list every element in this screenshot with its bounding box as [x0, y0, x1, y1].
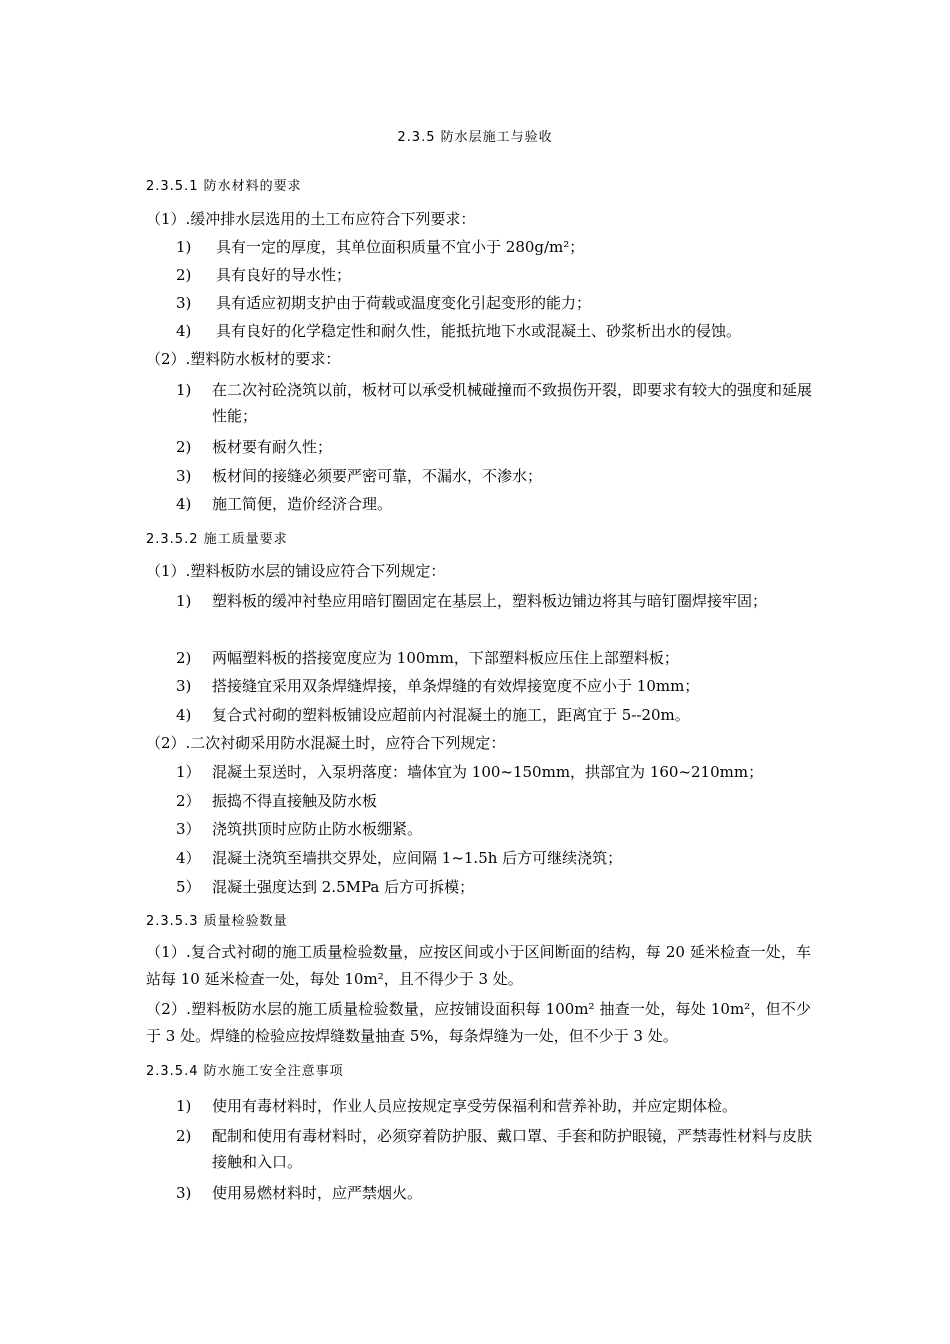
list-text: 振捣不得直接触及防水板 [212, 792, 378, 810]
list-item [176, 1180, 816, 1206]
page-title: 2.3.5 防水层施工与验收 [397, 130, 553, 145]
list-number: 4) [176, 706, 192, 724]
paragraph-3-1: （1）.复合式衬砌的施工质量检验数量，应按区间或小于区间断面的结构，每 20 延米检查一处，车站每 10 延米检查一处，每处 10m²，且不得少于 3 处。 [146, 943, 811, 988]
list-item [176, 434, 816, 460]
paragraph-1-1: （1）.缓冲排水层选用的土工布应符合下列要求： [146, 210, 476, 228]
list-number: 3) [176, 1184, 192, 1202]
list-number: 2) [176, 438, 192, 456]
list-text: 塑料板的缓冲衬垫应用暗钉圈固定在基层上，塑料板边铺边将其与暗钉圈焊接牢固； [212, 592, 768, 610]
section-heading-2: 2.3.5.2 施工质量要求 [146, 532, 288, 547]
list-text: 具有适应初期支护由于荷载或温度变化引起变形的能力； [216, 294, 592, 312]
list-number: 3) [176, 467, 192, 485]
list-item [176, 377, 812, 429]
list-text: 在二次衬砼浇筑以前，板材可以承受机械碰撞而不致损伤开裂，即要求有较大的强度和延展性能； [212, 381, 813, 425]
list-item [176, 1093, 816, 1119]
list-item [176, 759, 816, 785]
paragraph-2-2: （2）.二次衬砌采用防水混凝土时，应符合下列规定： [146, 734, 506, 752]
list-item [176, 262, 816, 288]
list-text: 施工简便，造价经济合理。 [212, 495, 393, 513]
section-heading-3: 2.3.5.3 质量检验数量 [146, 914, 288, 929]
list-text: 配制和使用有毒材料时，必须穿着防护服、戴口罩、手套和防护眼镜，严禁毒性材料与皮肤接触和入口。 [212, 1127, 813, 1171]
list-number: 1） [176, 763, 201, 781]
list-number: 1) [176, 238, 192, 256]
list-item [176, 845, 816, 871]
list-item [176, 234, 816, 260]
list-text: 搭接缝宜采用双条焊缝焊接，单条焊缝的有效焊接宽度不应小于 10mm； [212, 677, 700, 695]
list-text: 使用有毒材料时，作业人员应按规定享受劳保福利和营养补助，并应定期体检。 [212, 1097, 738, 1115]
list-text: 两幅塑料板的搭接宽度应为 100mm，下部塑料板应压住上部塑料板； [212, 649, 679, 667]
list-text: 混凝土泵送时，入泵坍落度：墙体宜为 100~150mm，拱部宜为 160~210mm； [212, 763, 764, 781]
list-item [176, 318, 836, 344]
list-number: 2) [176, 1127, 192, 1145]
paragraph-2-1: （1）.塑料板防水层的铺设应符合下列规定： [146, 562, 446, 580]
list-item [176, 816, 816, 842]
list-item [176, 874, 816, 900]
list-item [176, 645, 816, 671]
list-number: 1) [176, 592, 192, 610]
paragraph-1-2: （2）.塑料防水板材的要求： [146, 350, 341, 368]
list-number: 2) [176, 649, 192, 667]
list-item [176, 588, 812, 614]
list-number: 2） [176, 792, 201, 810]
list-item [176, 463, 816, 489]
list-number: 1) [176, 1097, 192, 1115]
section-heading-4: 2.3.5.4 防水施工安全注意事项 [146, 1064, 344, 1079]
list-text: 板材要有耐久性； [212, 438, 333, 456]
section-heading-1: 2.3.5.1 防水材料的要求 [146, 179, 302, 194]
list-number: 2) [176, 266, 192, 284]
list-number: 3) [176, 294, 192, 312]
list-text: 具有良好的导水性； [216, 266, 352, 284]
list-number: 3) [176, 677, 192, 695]
list-item [176, 491, 816, 517]
list-text: 混凝土强度达到 2.5MPa 后方可拆模； [212, 878, 475, 896]
list-text: 板材间的接缝必须要严密可靠，不漏水，不渗水； [212, 467, 543, 485]
list-item [176, 290, 816, 316]
list-text: 复合式衬砌的塑料板铺设应超前内衬混凝土的施工，距离宜于 5--20m。 [212, 706, 690, 724]
list-number: 3） [176, 820, 201, 838]
list-text: 浇筑拱顶时应防止防水板绷紧。 [212, 820, 423, 838]
list-number: 4) [176, 495, 192, 513]
list-number: 4） [176, 849, 201, 867]
list-item [176, 702, 816, 728]
list-item [176, 673, 816, 699]
list-text: 具有良好的化学稳定性和耐久性，能抵抗地下水或混凝土、砂浆析出水的侵蚀。 [216, 322, 742, 340]
list-number: 4) [176, 322, 192, 340]
list-text: 具有一定的厚度，其单位面积质量不宜小于 280g/m²； [216, 238, 585, 256]
list-number: 1) [176, 381, 192, 399]
paragraph-3-2: （2）.塑料板防水层的施工质量检验数量，应按铺设面积每 100m² 抽查一处，每处 10m²，但不少于 3 处。焊缝的检验应按焊缝数量抽查 5%，每条焊缝为一处，但不少于 3 处。 [146, 1000, 811, 1045]
list-text: 混凝土浇筑至墙拱交界处，应间隔 1~1.5h 后方可继续浇筑； [212, 849, 623, 867]
list-item [176, 1123, 812, 1175]
list-text: 使用易燃材料时，应严禁烟火。 [212, 1184, 423, 1202]
list-item [176, 788, 816, 814]
list-number: 5） [176, 878, 201, 896]
